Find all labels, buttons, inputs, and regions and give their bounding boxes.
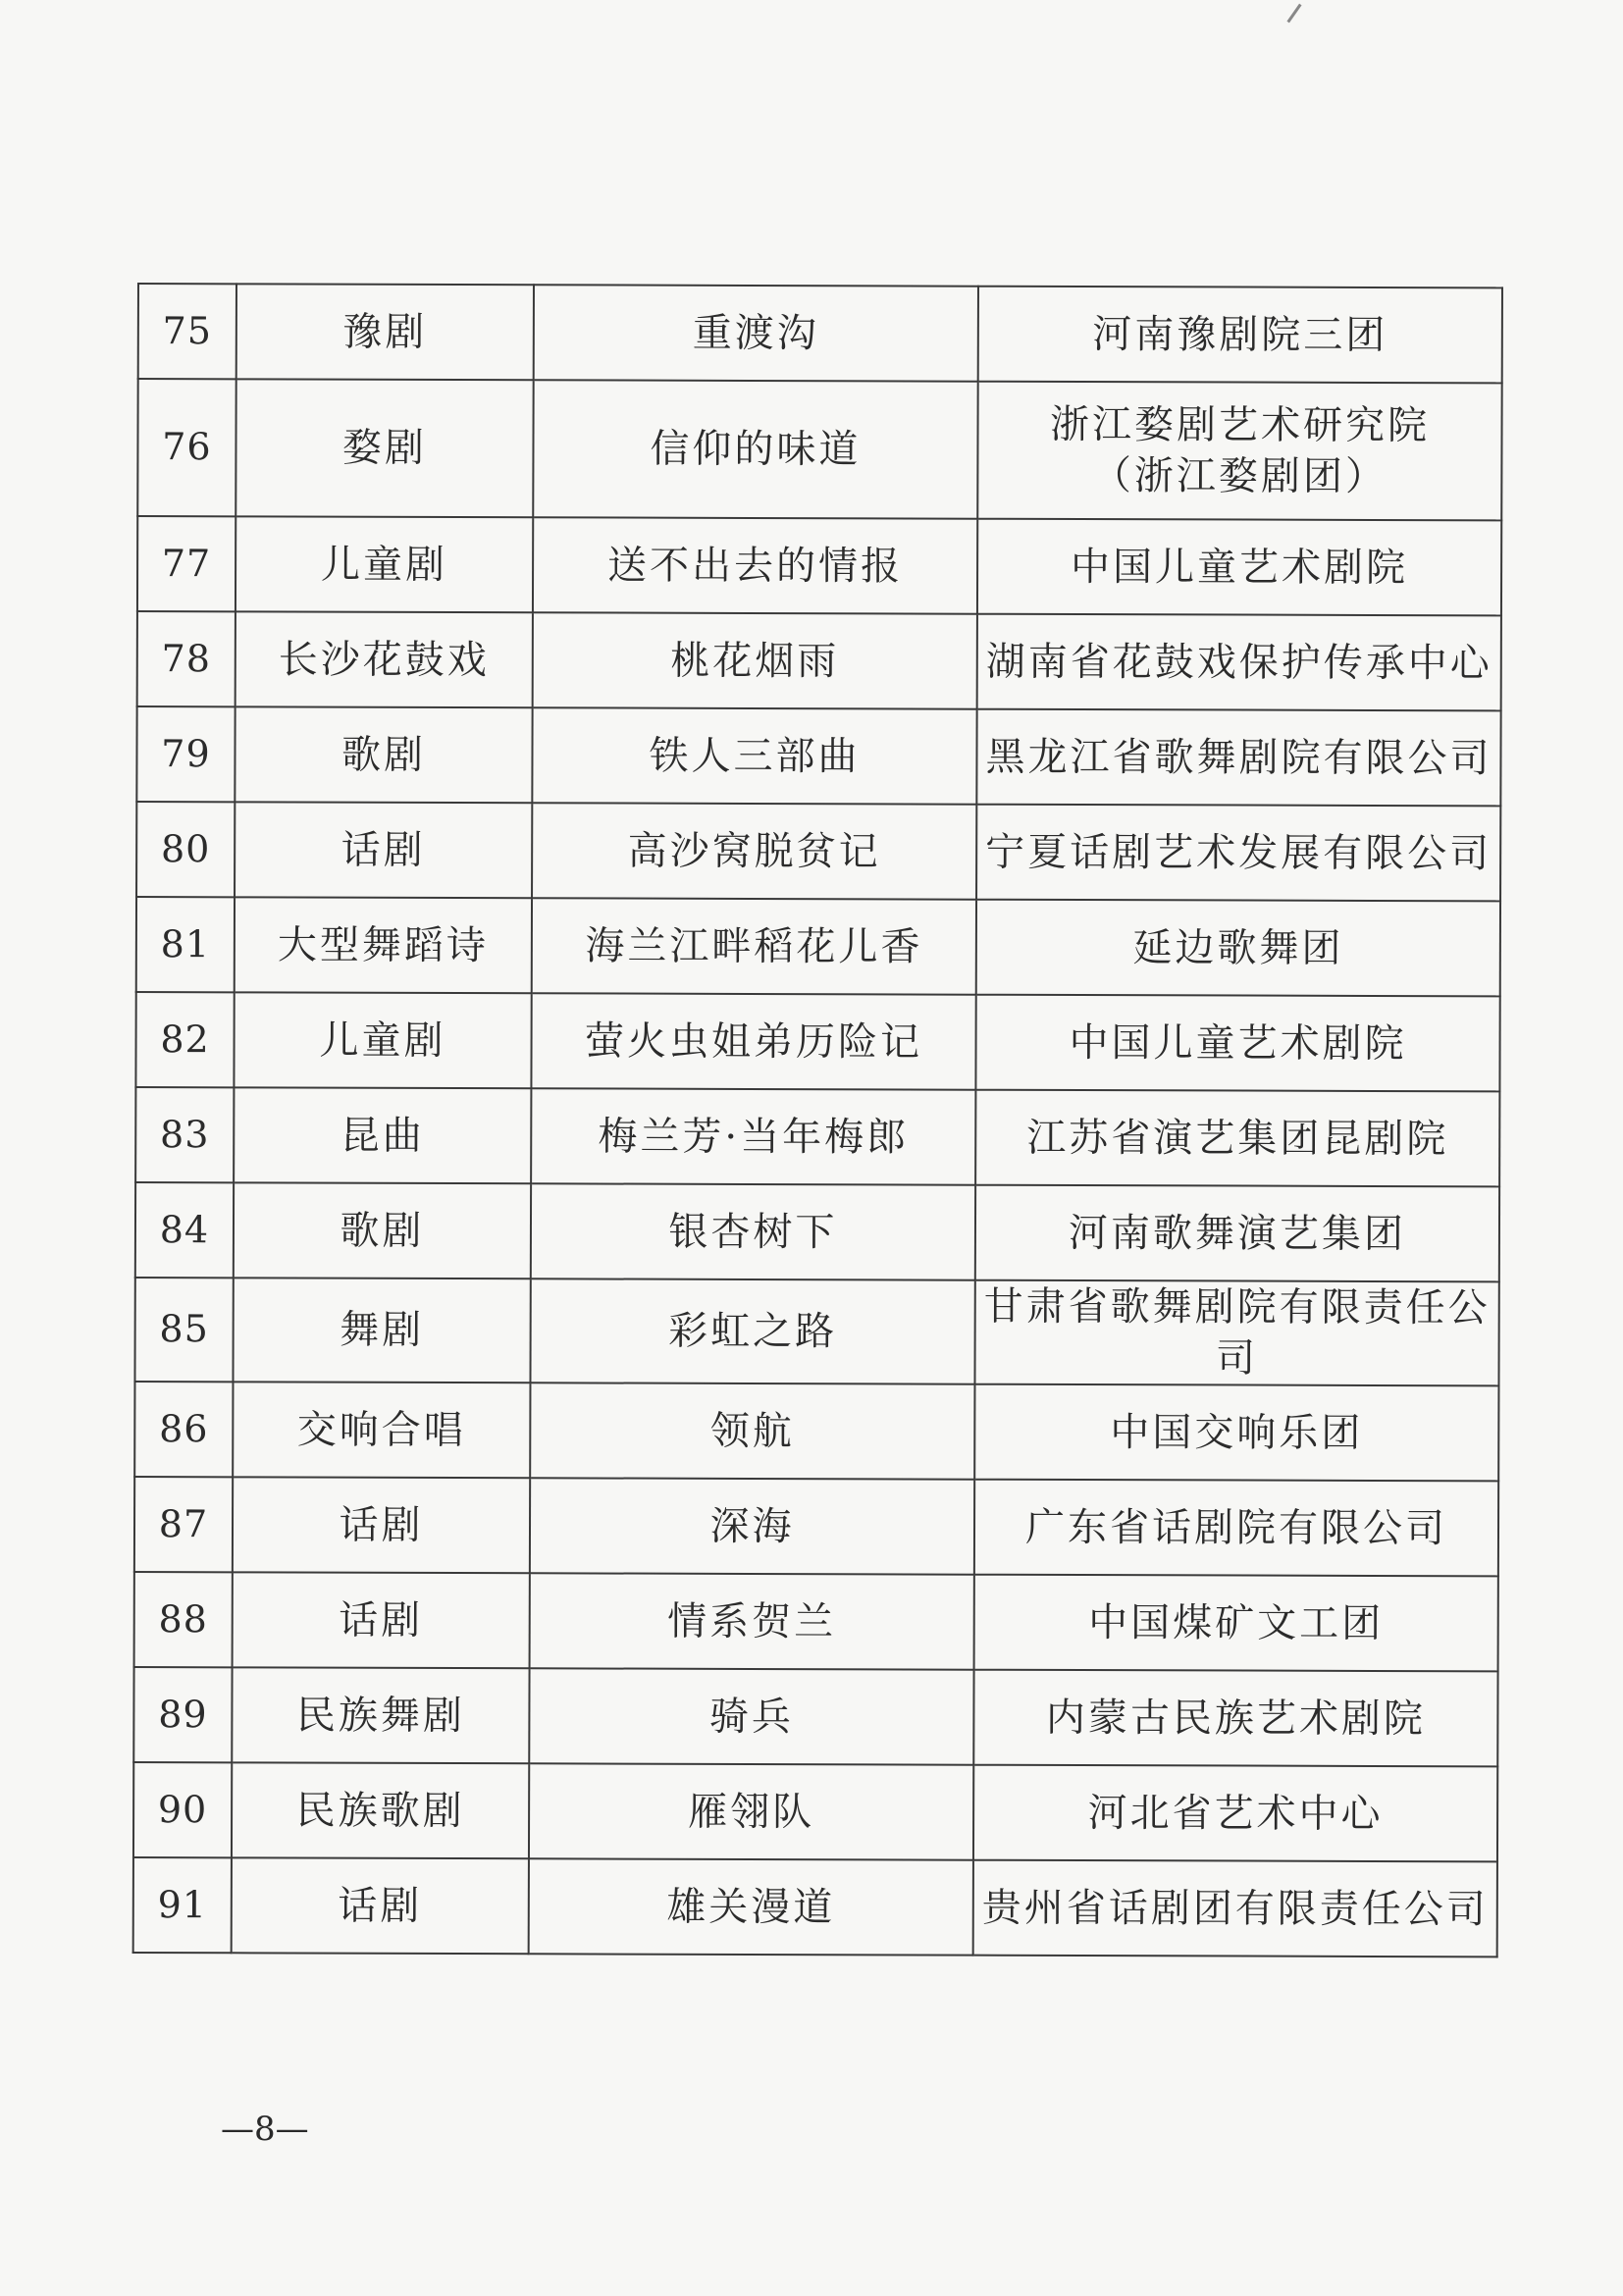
troupe-cell: [977, 614, 1501, 711]
row-number: 78: [137, 611, 236, 706]
title-cell: 雁翎队: [529, 1763, 973, 1859]
row-number: 90: [133, 1762, 232, 1857]
row-number: 75: [138, 284, 236, 379]
genre-cell: 儿童剧: [236, 516, 533, 612]
table-row: [134, 1477, 1498, 1576]
troupe-line: 中国儿童艺术剧院: [1069, 1019, 1407, 1067]
troupe-cell: [974, 1384, 1498, 1482]
title-cell: 领航: [530, 1383, 974, 1479]
program-list-table: [132, 283, 1503, 1957]
table-row: [136, 706, 1500, 806]
table-row: [133, 1857, 1497, 1957]
table-body: [133, 284, 1502, 1957]
troupe-line: 河南歌舞演艺集团: [1068, 1210, 1407, 1257]
title-cell: 彩虹之路: [530, 1278, 974, 1383]
troupe-cell: [977, 382, 1501, 521]
title-cell: 情系贺兰: [530, 1573, 974, 1669]
table-row: [136, 802, 1500, 901]
row-number: 76: [137, 379, 236, 516]
troupe-line: 宁夏话剧艺术发展有限公司: [985, 829, 1492, 876]
page-number: —8—: [221, 2110, 309, 2149]
troupe-line: 中国儿童艺术剧院: [1071, 544, 1409, 591]
title-cell: 送不出去的情报: [533, 517, 977, 613]
table-row: [134, 1278, 1498, 1385]
row-number: 86: [134, 1382, 233, 1477]
troupe-line: 贵州省话剧团有限责任公司: [981, 1885, 1489, 1932]
table-row: [134, 1382, 1498, 1481]
title-cell: 铁人三部曲: [532, 707, 976, 804]
genre-cell: 话剧: [235, 802, 532, 898]
genre-cell: 儿童剧: [234, 992, 531, 1088]
table-row: [135, 1182, 1499, 1281]
troupe-line: 广东省话剧院有限公司: [1024, 1504, 1448, 1551]
title-cell: 海兰江畔稻花儿香: [532, 898, 976, 994]
genre-cell: 豫剧: [236, 284, 534, 380]
troupe-line: 延边歌舞团: [1132, 924, 1344, 971]
troupe-cell: [976, 900, 1500, 997]
row-number: 82: [135, 992, 234, 1087]
genre-cell: 大型舞蹈诗: [235, 897, 532, 993]
troupe-cell: [975, 995, 1499, 1092]
troupe-line: 黑龙江省歌舞剧院有限公司: [985, 734, 1492, 781]
genre-cell: 民族舞剧: [232, 1667, 529, 1763]
title-cell: 萤火虫姐弟历险记: [531, 993, 975, 1089]
troupe-cell: [977, 519, 1501, 616]
row-number: 85: [134, 1278, 233, 1382]
genre-cell: 婺剧: [236, 379, 533, 517]
row-number: 84: [135, 1182, 234, 1278]
troupe-line: 内蒙古民族艺术剧院: [1045, 1695, 1426, 1742]
troupe-line: 湖南省花鼓戏保护传承中心: [985, 639, 1492, 686]
table-row: [133, 1667, 1497, 1766]
genre-cell: 昆曲: [234, 1087, 531, 1183]
row-number: 77: [137, 516, 236, 611]
troupe-line: 河南豫剧院三团: [1092, 311, 1388, 358]
title-cell: 重渡沟: [534, 285, 978, 381]
row-number: 83: [135, 1087, 234, 1182]
title-cell: 深海: [530, 1478, 974, 1574]
row-number: 89: [133, 1667, 232, 1762]
troupe-line: （浙江婺剧团）: [1091, 453, 1387, 500]
table-row: [137, 516, 1501, 615]
troupe-cell: [975, 1090, 1499, 1187]
troupe-line: 甘肃省歌舞剧院有限责任公司: [983, 1283, 1491, 1382]
genre-cell: 话剧: [233, 1477, 530, 1573]
genre-cell: 舞剧: [233, 1278, 530, 1383]
title-cell: 高沙窝脱贫记: [532, 803, 976, 899]
genre-cell: 话剧: [233, 1572, 530, 1668]
troupe-line: 中国交响乐团: [1110, 1409, 1364, 1456]
troupe-cell: [973, 1765, 1497, 1862]
table-row: [136, 897, 1500, 996]
row-number: 80: [136, 802, 235, 897]
title-cell: 信仰的味道: [533, 380, 977, 518]
genre-cell: 长沙花鼓戏: [236, 611, 533, 707]
row-number: 87: [134, 1477, 233, 1572]
title-cell: 桃花烟雨: [533, 612, 977, 708]
troupe-cell: [974, 1480, 1498, 1577]
table-row: [135, 1087, 1499, 1186]
table-row: [133, 1762, 1497, 1861]
title-cell: 雄关漫道: [529, 1858, 973, 1955]
genre-cell: 话剧: [232, 1857, 529, 1954]
genre-cell: 交响合唱: [233, 1382, 530, 1478]
troupe-cell: [974, 1575, 1498, 1672]
troupe-cell: [975, 1185, 1499, 1282]
title-cell: 梅兰芳·当年梅郎: [531, 1088, 975, 1184]
troupe-cell: [973, 1860, 1497, 1957]
row-number: 88: [134, 1572, 233, 1667]
pen-stroke-mark: [1286, 4, 1301, 24]
row-number: 91: [133, 1857, 232, 1953]
genre-cell: 歌剧: [235, 706, 532, 803]
row-number: 81: [136, 897, 235, 992]
table-row: [138, 284, 1502, 383]
troupe-line: 河北省艺术中心: [1087, 1790, 1384, 1837]
troupe-cell: [976, 709, 1500, 807]
troupe-cell: [978, 287, 1502, 384]
genre-cell: 民族歌剧: [232, 1762, 529, 1858]
title-cell: 银杏树下: [531, 1183, 975, 1279]
troupe-line: 江苏省演艺集团昆剧院: [1026, 1115, 1449, 1162]
troupe-cell: [976, 805, 1500, 902]
title-cell: 骑兵: [529, 1668, 973, 1764]
table-row: [134, 1572, 1498, 1671]
table-row: [137, 379, 1501, 520]
troupe-cell: [974, 1280, 1498, 1386]
troupe-line: 中国煤矿文工团: [1088, 1599, 1385, 1646]
troupe-cell: [973, 1670, 1497, 1767]
genre-cell: 歌剧: [234, 1182, 531, 1278]
row-number: 79: [136, 706, 235, 802]
table-row: [137, 611, 1501, 710]
table-row: [135, 992, 1499, 1091]
troupe-line: 浙江婺剧艺术研究院: [1049, 401, 1431, 449]
